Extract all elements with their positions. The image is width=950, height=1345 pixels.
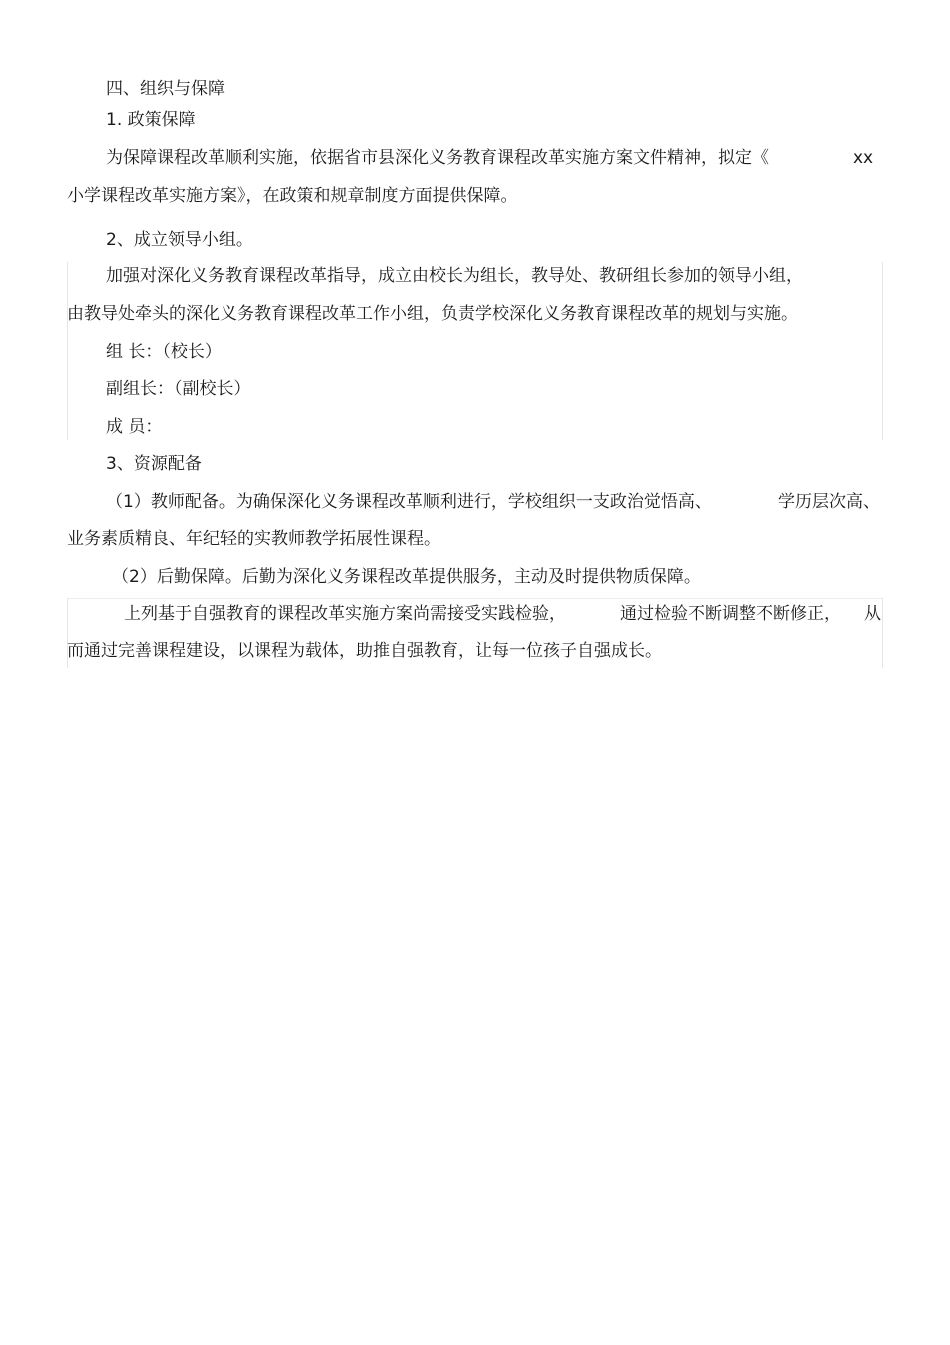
policy-paragraph-1c: 小学课程改革实施方案》，在政策和规章制度方面提供保障。 bbox=[67, 186, 518, 206]
leadership-title: 2、成立领导小组。 bbox=[106, 230, 253, 250]
teacher-paragraph-a: （1）教师配备。为确保深化义务课程改革顺利进行，学校组织一支政治觉悟高、 bbox=[106, 492, 712, 512]
members-line: 成 员： bbox=[106, 417, 163, 437]
leadership-paragraph-2: 由教导处牵头的深化义务教育课程改革工作小组，负责学校深化义务教育课程改革的规划与实施。 bbox=[67, 304, 798, 324]
policy-title: 1. 政策保障 bbox=[106, 110, 196, 130]
closing-paragraph-c: 从 bbox=[864, 604, 881, 624]
closing-paragraph-a: 上列基于自强教育的课程改革实施方案尚需接受实践检验， bbox=[124, 604, 566, 624]
vice-leader-line: 副组长：（副校长） bbox=[106, 379, 251, 399]
right-rule-b bbox=[882, 598, 883, 668]
resources-title: 3、资源配备 bbox=[106, 454, 202, 474]
teacher-paragraph-c: 业务素质精良、年纪轻的实教师教学拓展性课程。 bbox=[67, 529, 441, 549]
leadership-paragraph-1: 加强对深化义务教育课程改革指导，成立由校长为组长，教导处、教研组长参加的领导小组， bbox=[106, 266, 803, 286]
top-rule-b bbox=[67, 598, 883, 599]
policy-paragraph-1b: xx bbox=[853, 148, 874, 168]
closing-paragraph-b: 通过检验不断调整不断修正， bbox=[620, 604, 841, 624]
right-rule-a bbox=[882, 262, 883, 440]
leader-line: 组 长：（校长） bbox=[106, 342, 222, 362]
logistics-paragraph: （2）后勤保障。后勤为深化义务课程改革提供服务，主动及时提供物质保障。 bbox=[112, 567, 701, 587]
left-rule-a bbox=[67, 262, 68, 440]
teacher-paragraph-b: 学历层次高、 bbox=[778, 492, 880, 512]
section-heading: 四、组织与保障 bbox=[106, 79, 225, 99]
closing-paragraph-d: 而通过完善课程建设，以课程为载体，助推自强教育，让每一位孩子自强成长。 bbox=[67, 641, 662, 661]
policy-paragraph-1a: 为保障课程改革顺利实施，依据省市县深化义务教育课程改革实施方案文件精神，拟定《 bbox=[106, 148, 769, 168]
